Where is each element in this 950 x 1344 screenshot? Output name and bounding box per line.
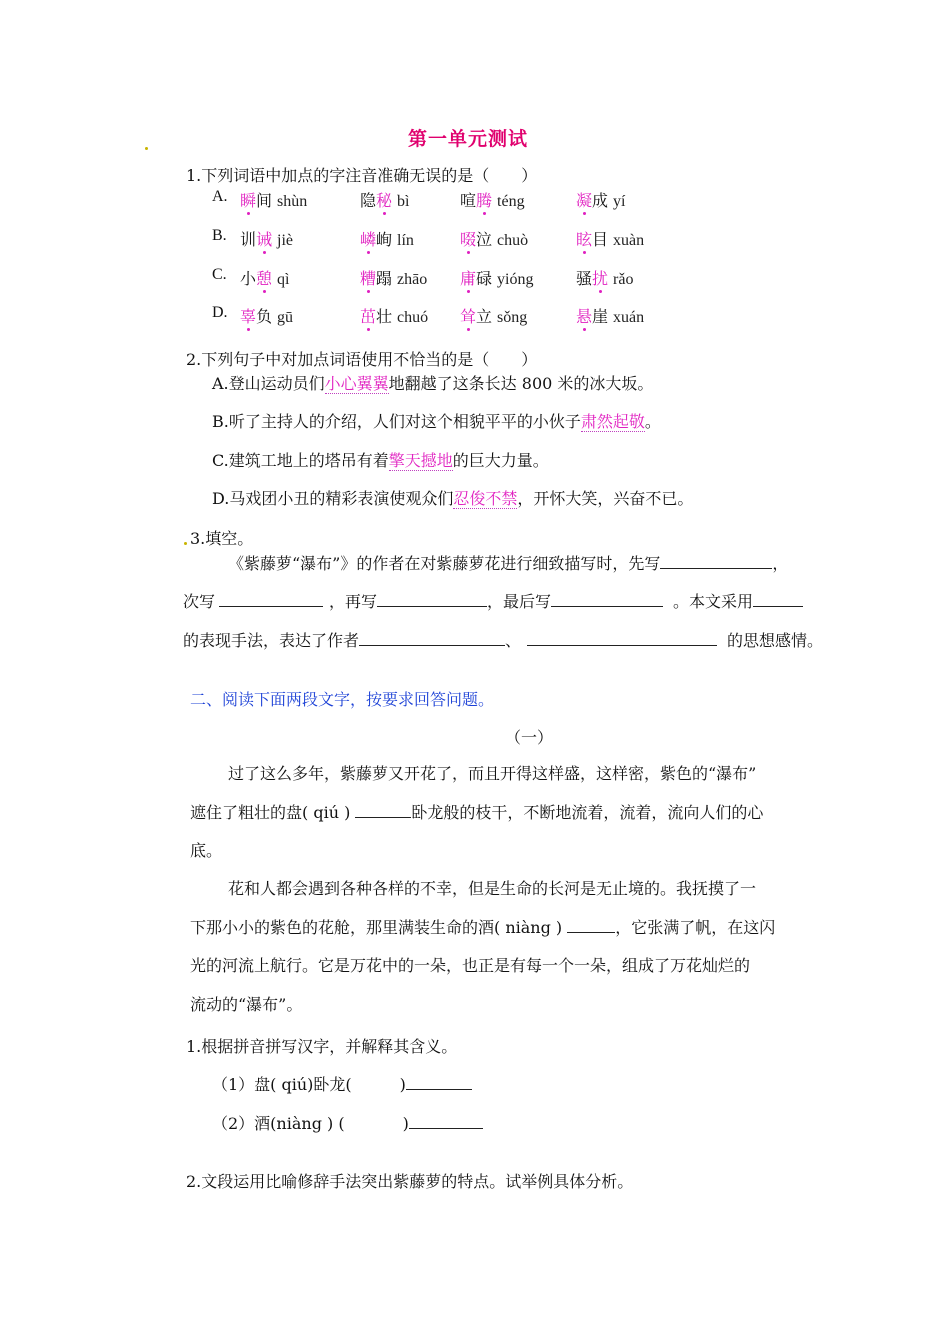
q3-blank-5[interactable] bbox=[753, 590, 803, 607]
q1-word bbox=[460, 304, 527, 327]
q1-option-label: A. bbox=[212, 188, 228, 205]
section2-sub: （一） bbox=[505, 728, 554, 747]
reading-paragraph-1 bbox=[190, 755, 870, 871]
reading-paragraph-2 bbox=[190, 870, 870, 1024]
q1-option-label: D. bbox=[212, 304, 228, 321]
dotted-char: 凝 bbox=[576, 191, 593, 210]
word-char: 隐 bbox=[360, 191, 377, 210]
pinyin: sǒng bbox=[497, 309, 528, 326]
dotted-char: 耸 bbox=[460, 307, 477, 326]
q2-option-text: A.登山运动员们 bbox=[212, 374, 325, 393]
q1-word bbox=[240, 266, 289, 289]
dotted-char: 扰 bbox=[592, 269, 609, 288]
pinyin: yióng bbox=[497, 271, 534, 288]
dotted-char: 辜 bbox=[240, 307, 257, 326]
q1-word bbox=[360, 227, 414, 250]
pinyin: téng bbox=[497, 193, 525, 210]
q2-dotted-phrase: 肃然起敬 bbox=[580, 412, 645, 431]
pinyin: shùn bbox=[277, 193, 308, 210]
q3-line1-text: 《紫藤萝“瀑布”》的作者在对紫藤萝花进行细致描写时，先写 bbox=[228, 554, 661, 573]
dotted-char: 糟 bbox=[360, 269, 377, 288]
q3-line2 bbox=[183, 589, 803, 612]
word-char: 立 bbox=[476, 307, 493, 326]
dotted-char: 茁 bbox=[360, 307, 377, 326]
q2-option-text: D.马戏团小丑的精彩表演使观众们 bbox=[212, 489, 454, 508]
reading-q1-b-close: ) bbox=[402, 1114, 409, 1133]
q2-option bbox=[212, 409, 661, 432]
q2-dotted-phrase: 小心翼翼 bbox=[324, 374, 389, 393]
q1-word bbox=[460, 266, 533, 289]
pinyin: bì bbox=[397, 193, 410, 210]
q3-blank-4[interactable] bbox=[551, 590, 663, 607]
q3-stem: 3.填空。 bbox=[190, 529, 254, 548]
p2-line2-b: ，它张满了帆，在这闪 bbox=[615, 917, 776, 937]
word-char: 小 bbox=[240, 269, 257, 288]
q3-blank-1[interactable] bbox=[660, 552, 772, 569]
q3-blank-2[interactable] bbox=[219, 590, 323, 607]
q1-word bbox=[576, 304, 644, 327]
word-char: 蹋 bbox=[376, 269, 393, 288]
q3-blank-3[interactable] bbox=[377, 590, 487, 607]
dotted-char: 眩 bbox=[576, 230, 593, 249]
reading-q1-b-meaning-blank[interactable] bbox=[409, 1112, 483, 1129]
word-char: 骚 bbox=[576, 269, 593, 288]
q1-word bbox=[240, 304, 293, 327]
word-char: 目 bbox=[592, 230, 609, 249]
stray-dot bbox=[184, 542, 187, 545]
p2-blank[interactable] bbox=[567, 916, 615, 933]
q2-option bbox=[212, 486, 693, 509]
pinyin: jiè bbox=[277, 232, 294, 249]
q3-line2-a: 次写 bbox=[183, 592, 216, 611]
q1-word bbox=[460, 227, 528, 250]
q3-line1-end: ， bbox=[772, 554, 789, 573]
word-char: 喧 bbox=[460, 191, 477, 210]
pinyin: qì bbox=[277, 271, 290, 288]
q3-blank-6[interactable] bbox=[359, 629, 505, 646]
q3-line2-d: 。本文采用 bbox=[673, 592, 754, 611]
pinyin: rǎo bbox=[613, 271, 634, 288]
q2-dotted-phrase: 擎天撼地 bbox=[388, 451, 453, 470]
dotted-char: 庸 bbox=[460, 269, 477, 288]
pinyin: chuò bbox=[497, 232, 529, 249]
reading-q1: 1.根据拼音拼写汉字，并解释其含义。 bbox=[186, 1037, 458, 1056]
pinyin: xuán bbox=[613, 309, 645, 326]
reading-q2: 2.文段运用比喻修辞手法突出紫藤萝的特点。试举例具体分析。 bbox=[186, 1172, 634, 1191]
word-char: 间 bbox=[256, 191, 273, 210]
q2-option-text: 的巨大力量。 bbox=[452, 451, 549, 470]
q2-option-text: 。 bbox=[644, 412, 661, 431]
q2-option-text: ，开怀大笑，兴奋不已。 bbox=[517, 489, 694, 508]
p1-line3: 底。 bbox=[190, 841, 223, 860]
page-title: 第一单元测试 bbox=[408, 128, 529, 150]
p2-line1: 花和人都会遇到各种各样的不幸，但是生命的长河是无止境的。我抚摸了一 bbox=[228, 879, 757, 898]
pinyin: yí bbox=[613, 193, 626, 210]
p2-line2 bbox=[190, 909, 870, 948]
reading-q1-b-char-blank[interactable] bbox=[345, 1113, 403, 1129]
p1-line2-a: 遮住了粗壮的盘( qiú ) bbox=[190, 802, 351, 822]
q1-word bbox=[460, 188, 525, 211]
q1-word bbox=[240, 227, 293, 250]
q3-blank-7[interactable] bbox=[527, 629, 717, 646]
q1-word bbox=[360, 188, 409, 211]
q1-word bbox=[576, 188, 625, 211]
reading-q1-a-text: （1）盘( qiú)卧龙( bbox=[212, 1075, 352, 1094]
reading-q1-a-close: ) bbox=[399, 1075, 406, 1094]
word-char: 峋 bbox=[376, 230, 393, 249]
section2-heading: 二、阅读下面两段文字，按要求回答问题。 bbox=[190, 690, 495, 709]
q3-line2-b: ，再写 bbox=[329, 592, 378, 611]
q1-option-label: C. bbox=[212, 266, 227, 283]
q2-dotted-phrase: 忍俊不禁 bbox=[453, 489, 518, 508]
word-char: 负 bbox=[256, 307, 273, 326]
q3-line3-a: 的表现手法，表达了作者 bbox=[183, 631, 360, 650]
p1-line2 bbox=[190, 794, 870, 833]
dotted-char: 诫 bbox=[256, 230, 273, 249]
stray-dot bbox=[145, 147, 148, 150]
reading-q1-a-meaning-blank[interactable] bbox=[406, 1073, 472, 1090]
reading-q1-a-char-blank[interactable] bbox=[352, 1074, 400, 1090]
q2-option-text: B.听了主持人的介绍，人们对这个相貌平平的小伙子 bbox=[212, 412, 581, 431]
q1-word bbox=[360, 266, 427, 289]
dotted-char: 啜 bbox=[460, 230, 477, 249]
pinyin: chuó bbox=[397, 309, 429, 326]
reading-q1-a bbox=[212, 1072, 472, 1095]
q2-option bbox=[212, 371, 653, 394]
q1-word bbox=[360, 304, 428, 327]
p1-line2-b: 卧龙般的枝干，不断地流着，流着，流向人们的心 bbox=[411, 802, 764, 822]
reading-q1-b bbox=[212, 1111, 483, 1134]
word-char: 碌 bbox=[476, 269, 493, 288]
word-char: 崖 bbox=[592, 307, 609, 326]
word-char: 泣 bbox=[476, 230, 493, 249]
q2-option-text: C.建筑工地上的塔吊有着 bbox=[212, 451, 389, 470]
word-char: 训 bbox=[240, 230, 257, 249]
q2-option-text: 地翻越了这条长达 800 米的冰大坂。 bbox=[388, 374, 654, 393]
pinyin: gū bbox=[277, 309, 294, 326]
q1-word bbox=[576, 227, 644, 250]
q3-line3-b: 、 bbox=[505, 631, 522, 650]
q1-word bbox=[576, 266, 633, 289]
dotted-char: 腾 bbox=[476, 191, 493, 210]
q2-option bbox=[212, 448, 549, 471]
p1-line1: 过了这么多年，紫藤萝又开花了，而且开得这样盛，这样密，紫色的“瀑布” bbox=[228, 764, 757, 783]
q1-word bbox=[240, 188, 307, 211]
word-char: 壮 bbox=[376, 307, 393, 326]
p1-blank[interactable] bbox=[355, 801, 411, 818]
reading-q1-b-text: （2）酒(niàng ) ( bbox=[212, 1114, 345, 1133]
p2-line2-a: 下那小小的紫色的花舱，那里满装生命的酒( niàng ) bbox=[190, 917, 563, 937]
dotted-char: 憩 bbox=[256, 269, 273, 288]
q1-stem: 1.下列词语中加点的字注音准确无误的是（ ） bbox=[186, 166, 538, 185]
pinyin: zhāo bbox=[397, 271, 428, 288]
dotted-char: 秘 bbox=[376, 191, 393, 210]
q3-line1 bbox=[228, 551, 788, 574]
p2-line3: 光的河流上航行。它是万花中的一朵，也正是有每一个一朵，组成了万花灿烂的 bbox=[190, 956, 751, 975]
q1-option-label: B. bbox=[212, 227, 227, 244]
word-char: 成 bbox=[592, 191, 609, 210]
dotted-char: 嶙 bbox=[360, 230, 377, 249]
p2-line4: 流动的“瀑布”。 bbox=[190, 994, 303, 1014]
q2-stem: 2.下列句子中对加点词语使用不恰当的是（ ） bbox=[186, 350, 538, 369]
q3-line3-c: 的思想感情。 bbox=[727, 631, 824, 650]
q3-line3 bbox=[183, 628, 823, 651]
dotted-char: 悬 bbox=[576, 307, 593, 326]
pinyin: xuàn bbox=[613, 232, 645, 249]
pinyin: lín bbox=[397, 232, 414, 249]
q3-line2-c: ，最后写 bbox=[487, 592, 552, 611]
dotted-char: 瞬 bbox=[240, 191, 257, 210]
